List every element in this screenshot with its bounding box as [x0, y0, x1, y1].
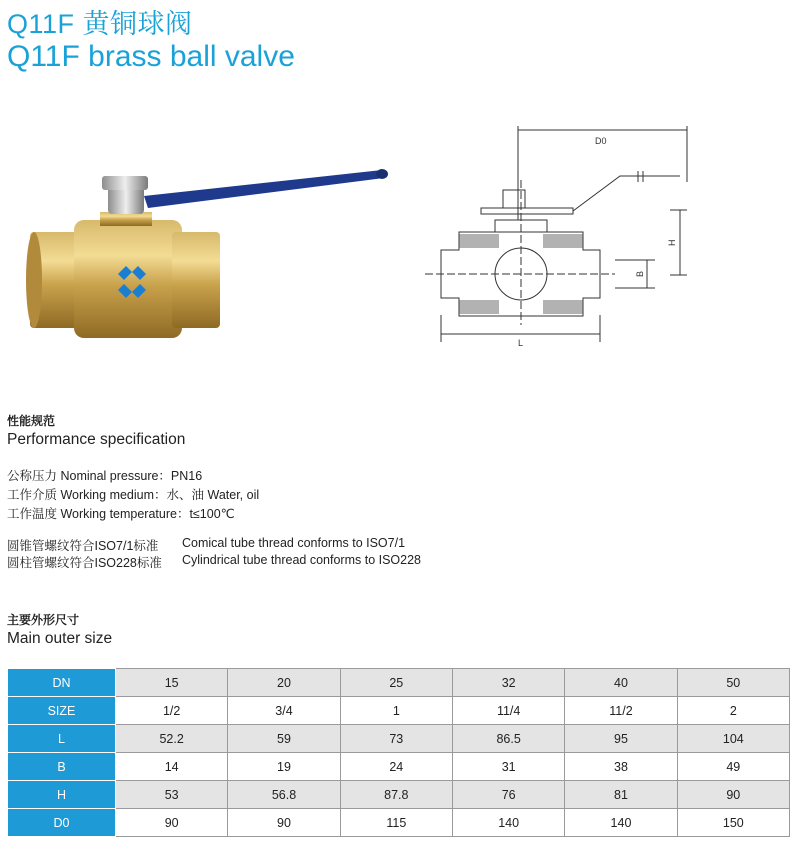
- table-row: [8, 753, 790, 781]
- row-label: L: [8, 725, 116, 753]
- table-row: [8, 725, 790, 753]
- label-d0: D0: [595, 136, 607, 146]
- thread-iso228-en: Cylindrical tube thread conforms to ISO228: [182, 553, 422, 567]
- table-cell: 56.8: [228, 781, 340, 809]
- table-cell: 1: [340, 697, 452, 725]
- table-cell: 24: [340, 753, 452, 781]
- title-english: Q11F brass ball valve: [7, 40, 295, 73]
- table-row: [8, 697, 790, 725]
- table-cell: 11/4: [452, 697, 564, 725]
- thread-iso7-cn: 圆锥管螺纹符合ISO7/1标准: [7, 539, 159, 553]
- label-b: B: [635, 270, 645, 277]
- valve-photo: [22, 150, 402, 350]
- row-label: B: [8, 753, 116, 781]
- row-label: DN: [8, 669, 116, 697]
- row-label: D0: [8, 809, 116, 837]
- table-cell: 59: [228, 725, 340, 753]
- table-cell: 11/2: [565, 697, 677, 725]
- performance-heading-en: Performance specification: [7, 431, 186, 448]
- table-cell: 140: [565, 809, 677, 837]
- table-row: [8, 781, 790, 809]
- spec-pressure: 公称压力 Nominal pressure：PN16: [7, 469, 203, 483]
- table-cell: 50: [677, 669, 789, 697]
- table-row: [8, 809, 790, 837]
- table-cell: 52.2: [116, 725, 228, 753]
- table-cell: 14: [116, 753, 228, 781]
- table-cell: 150: [677, 809, 789, 837]
- table-cell: 140: [452, 809, 564, 837]
- title-chinese: Q11F 黄铜球阀: [7, 9, 193, 39]
- table-row: [8, 669, 790, 697]
- spec-temperature: 工作温度 Working temperature：t≤100℃: [7, 507, 235, 521]
- table-cell: 90: [677, 781, 789, 809]
- table-cell: 25: [340, 669, 452, 697]
- table-cell: 15: [116, 669, 228, 697]
- table-cell: 81: [565, 781, 677, 809]
- label-h: H: [667, 239, 677, 246]
- table-cell: 32: [452, 669, 564, 697]
- table-cell: 95: [565, 725, 677, 753]
- table-cell: 104: [677, 725, 789, 753]
- table-cell: 87.8: [340, 781, 452, 809]
- table-cell: 53: [116, 781, 228, 809]
- size-heading-cn: 主要外形尺寸: [7, 613, 80, 627]
- table-cell: 86.5: [452, 725, 564, 753]
- table-cell: 115: [340, 809, 452, 837]
- table-cell: 40: [565, 669, 677, 697]
- row-label: H: [8, 781, 116, 809]
- thread-iso228-cn: 圆柱管螺纹符合ISO228标准: [7, 556, 162, 570]
- table-cell: 19: [228, 753, 340, 781]
- table-cell: 38: [565, 753, 677, 781]
- table-cell: 1/2: [116, 697, 228, 725]
- table-cell: 76: [452, 781, 564, 809]
- table-cell: 3/4: [228, 697, 340, 725]
- table-cell: 90: [116, 809, 228, 837]
- performance-heading-cn: 性能规范: [7, 414, 56, 428]
- size-heading-en: Main outer size: [7, 630, 113, 647]
- spec-medium: 工作介质 Working medium：水、油 Water, oil: [7, 488, 260, 502]
- label-l: L: [518, 338, 524, 348]
- table-cell: 2: [677, 697, 789, 725]
- row-label: SIZE: [8, 697, 116, 725]
- table-cell: 49: [677, 753, 789, 781]
- table-cell: 73: [340, 725, 452, 753]
- dimensions-table: [7, 668, 790, 837]
- table-cell: 31: [452, 753, 564, 781]
- table-cell: 90: [228, 809, 340, 837]
- table-cell: 20: [228, 669, 340, 697]
- valve-drawing: [425, 120, 715, 350]
- thread-iso7-en: Comical tube thread conforms to ISO7/1: [182, 536, 406, 550]
